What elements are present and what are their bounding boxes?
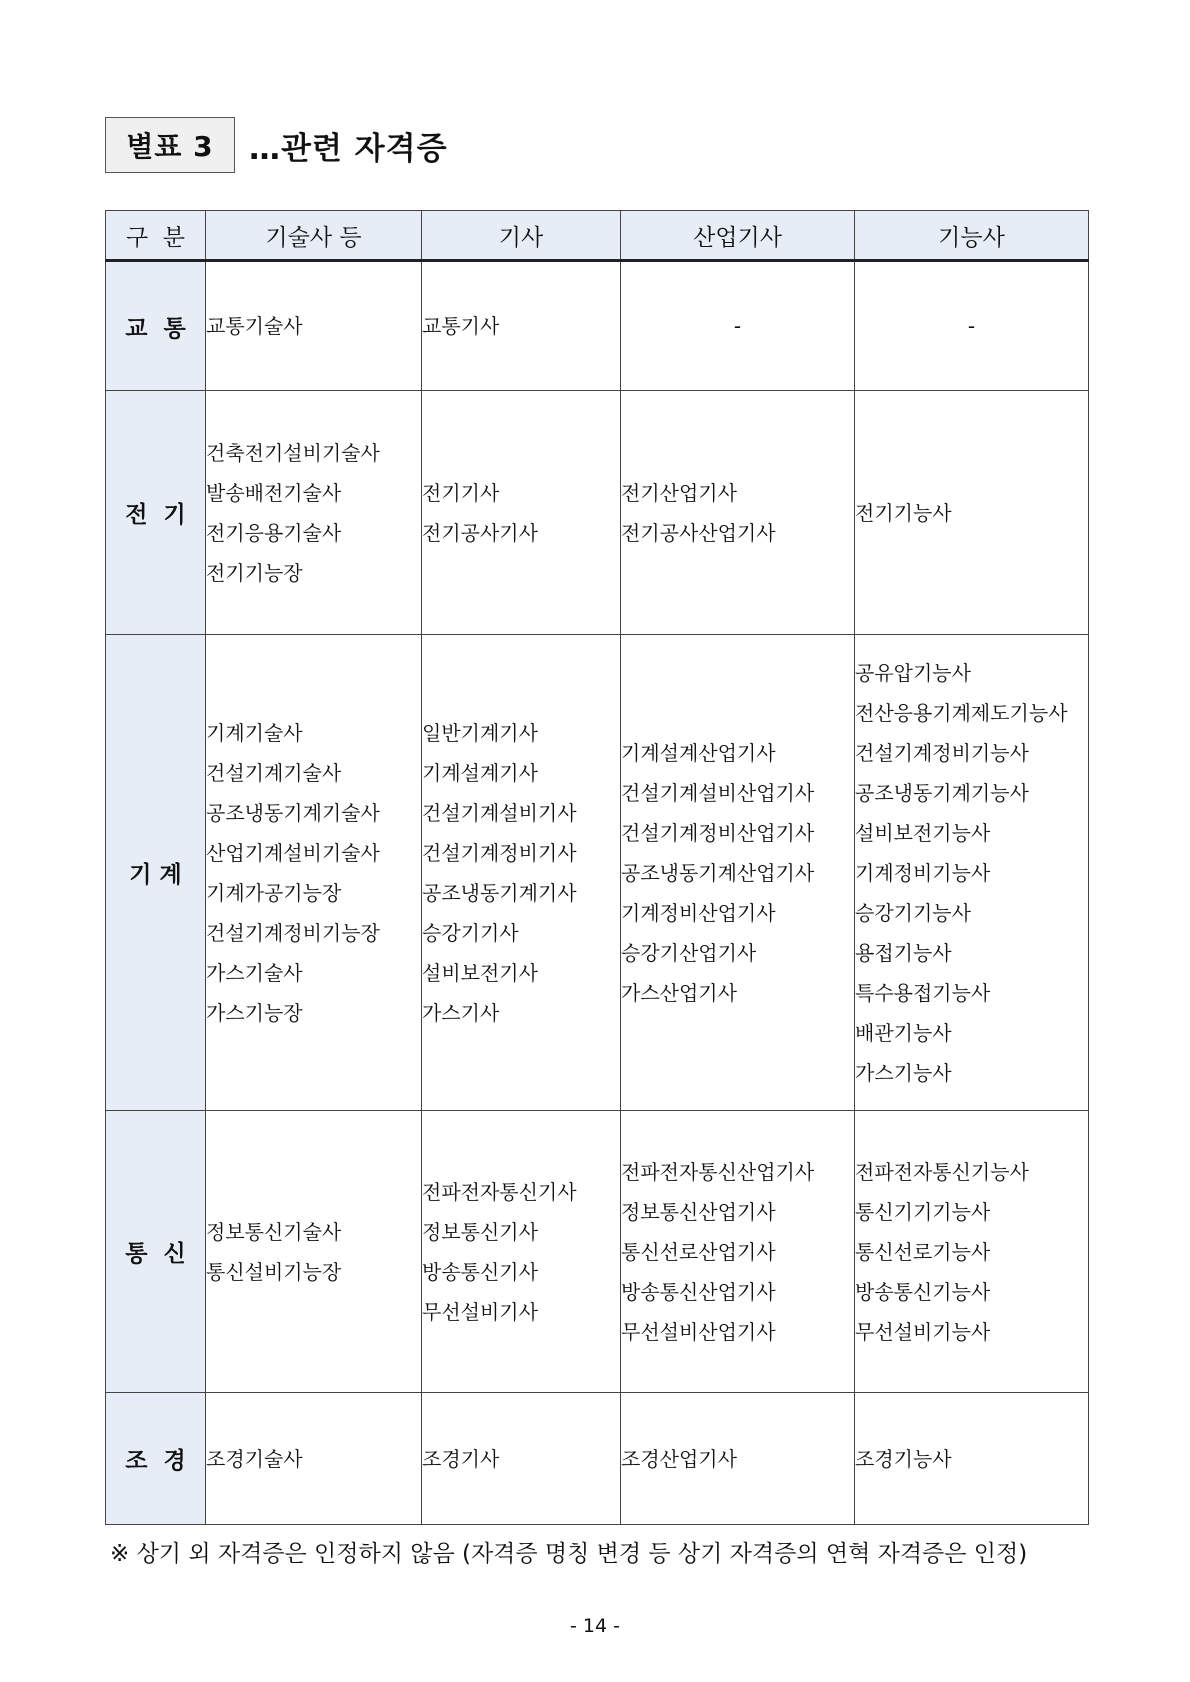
certificate-item: 전파전자통신기사: [422, 1179, 577, 1204]
certificate-item: 건설기계설비기사: [422, 800, 577, 825]
certificate-item: -: [967, 314, 976, 338]
certificate-item: 전기기능사: [855, 500, 952, 525]
certificate-item: 조경기사: [422, 1446, 500, 1471]
certificate-item: 발송배전기술사: [206, 480, 342, 505]
certificate-item: 방송통신기사: [422, 1259, 538, 1284]
certificate-item: 설비보전기사: [422, 960, 538, 985]
certificate-item: 전파전자통신산업기사: [621, 1159, 815, 1184]
table-cell: [422, 261, 621, 391]
certificate-item: 공유압기능사: [855, 660, 971, 685]
certificate-item: 기계정비기능사: [855, 860, 991, 885]
certificate-item: 정보통신기사: [422, 1219, 538, 1244]
certificate-item: 방송통신산업기사: [621, 1279, 776, 1304]
table-cell: [422, 1111, 621, 1393]
certificate-item: 건설기계설비산업기사: [621, 780, 815, 805]
col-header-professional: 기술사 등: [206, 211, 422, 261]
table-body: [106, 261, 1089, 1525]
certificate-item: 특수용접기능사: [855, 980, 991, 1005]
certificate-item: 통신선로기능사: [855, 1239, 991, 1264]
certificate-item: 건설기계정비기능사: [855, 740, 1029, 765]
table-cell: [855, 635, 1089, 1111]
certificate-item: 배관기능사: [855, 1020, 952, 1045]
table-cell: [206, 1111, 422, 1393]
certificate-item: 조경기능사: [855, 1446, 952, 1471]
certificate-item: 기계기술사: [206, 720, 303, 745]
col-header-industrial-engineer: 산업기사: [621, 211, 855, 261]
certificate-item: 전기공사산업기사: [621, 520, 776, 545]
page-number: - 14 -: [570, 1615, 620, 1637]
certificate-item: 공조냉동기계기술사: [206, 800, 380, 825]
certificate-item: 일반기계기사: [422, 720, 538, 745]
table-cell: [206, 391, 422, 635]
row-category: 조 경: [106, 1393, 206, 1525]
table-cell: [621, 635, 855, 1111]
certificate-item: 가스기능장: [206, 1000, 303, 1025]
certificate-item: 전산응용기계제도기능사: [855, 700, 1068, 725]
col-header-craftsman: 기능사: [855, 211, 1089, 261]
certificate-item: 건설기계정비기사: [422, 840, 577, 865]
certificate-item: 건축전기설비기술사: [206, 440, 380, 465]
certificate-item: 전기산업기사: [621, 480, 737, 505]
certificate-item: 전기응용기술사: [206, 520, 342, 545]
table-cell: [206, 1393, 422, 1525]
page-title: …관련 자격증: [249, 130, 448, 167]
certificate-item: 정보통신기술사: [206, 1219, 342, 1244]
certificate-item: 가스기사: [422, 1000, 500, 1025]
table-cell: [206, 261, 422, 391]
certificate-item: 용접기능사: [855, 940, 952, 965]
table-header-row: [106, 211, 1089, 261]
certificate-item: 무선설비기능사: [855, 1319, 991, 1344]
certificate-item: 공조냉동기계기사: [422, 880, 577, 905]
certificate-item: 가스산업기사: [621, 980, 737, 1005]
certificate-item: 공조냉동기계기능사: [855, 780, 1029, 805]
table-row: [106, 391, 1089, 635]
table-cell: [422, 391, 621, 635]
certificate-item: 전파전자통신기능사: [855, 1159, 1029, 1184]
certificate-item: 전기기사: [422, 480, 500, 505]
footnote: ※ 상기 외 자격증은 인정하지 않음 (자격증 명칭 변경 등 상기 자격증의 연혁 자격증은 인정): [110, 1541, 1028, 1567]
certificate-item: 조경기술사: [206, 1446, 303, 1471]
table-cell: [855, 261, 1089, 391]
table-cell: [621, 391, 855, 635]
table-row: [106, 261, 1089, 391]
certificate-table: [105, 210, 1089, 1525]
row-category: 교 통: [106, 261, 206, 391]
certificate-item: 방송통신기능사: [855, 1279, 991, 1304]
certificate-item: 건설기계기술사: [206, 760, 342, 785]
col-header-category: 구 분: [106, 211, 206, 261]
certificate-item: 건설기계정비기능장: [206, 920, 380, 945]
certificate-item: 산업기계설비기술사: [206, 840, 380, 865]
certificate-item: -: [733, 314, 742, 338]
certificate-item: 전기기능장: [206, 560, 303, 585]
certificate-item: 건설기계정비산업기사: [621, 820, 815, 845]
certificate-item: 정보통신산업기사: [621, 1199, 776, 1224]
table-cell: [621, 1111, 855, 1393]
table-cell: [855, 1111, 1089, 1393]
certificate-item: 무선설비산업기사: [621, 1319, 776, 1344]
row-category: 기 계: [106, 635, 206, 1111]
certificate-item: 승강기기능사: [855, 900, 971, 925]
col-header-engineer: 기사: [422, 211, 621, 261]
table-cell: [422, 635, 621, 1111]
certificate-item: 공조냉동기계산업기사: [621, 860, 815, 885]
row-category: 전 기: [106, 391, 206, 635]
certificate-item: 승강기기사: [422, 920, 519, 945]
table-row: [106, 1111, 1089, 1393]
certificate-item: 무선설비기사: [422, 1299, 538, 1324]
table-cell: [855, 391, 1089, 635]
table-row: [106, 635, 1089, 1111]
certificate-item: 조경산업기사: [621, 1446, 737, 1471]
table-cell: [422, 1393, 621, 1525]
table-row: [106, 1393, 1089, 1525]
certificate-item: 기계정비산업기사: [621, 900, 776, 925]
certificate-item: 통신선로산업기사: [621, 1239, 776, 1264]
certificate-item: 기계설계산업기사: [621, 740, 776, 765]
certificate-item: 설비보전기능사: [855, 820, 991, 845]
certificate-item: 통신설비기능장: [206, 1259, 342, 1284]
certificate-item: 가스기술사: [206, 960, 303, 985]
certificate-item: 전기공사기사: [422, 520, 538, 545]
row-category: 통 신: [106, 1111, 206, 1393]
table-cell: [855, 1393, 1089, 1525]
certificate-item: 기계가공기능장: [206, 880, 342, 905]
certificate-item: 통신기기기능사: [855, 1199, 991, 1224]
certificate-item: 교통기사: [422, 314, 500, 338]
certificate-item: 승강기산업기사: [621, 940, 757, 965]
appendix-label-box: 별표 3: [105, 117, 235, 173]
certificate-item: 교통기술사: [206, 314, 303, 338]
table-cell: [621, 261, 855, 391]
table-title-row: [105, 116, 448, 174]
certificate-item: 가스기능사: [855, 1060, 952, 1085]
table-cell: [206, 635, 422, 1111]
certificate-item: 기계설계기사: [422, 760, 538, 785]
table-cell: [621, 1393, 855, 1525]
